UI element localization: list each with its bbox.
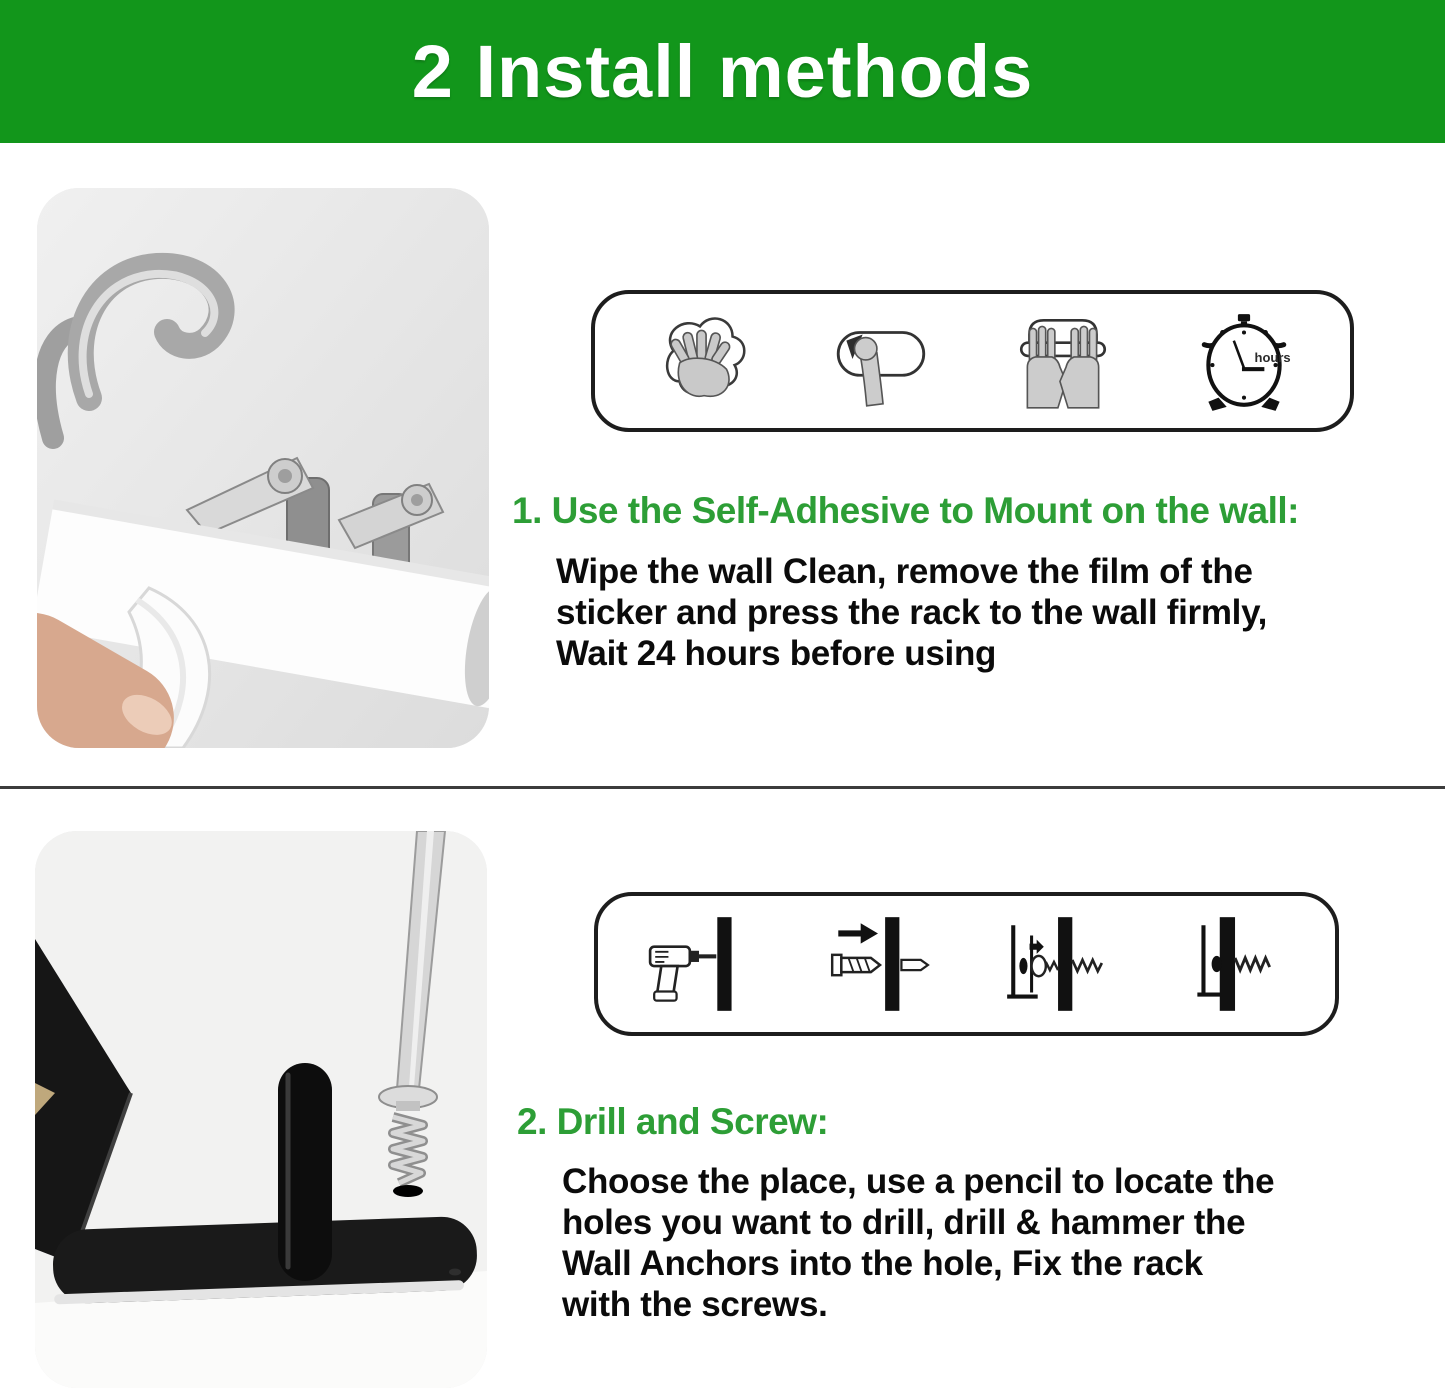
header-banner	[0, 0, 1445, 143]
text-line: Choose the place, use a pencil to locate the	[562, 1162, 1275, 1201]
page-title: 2 Install methods	[411, 30, 1034, 113]
text-line: Wait 24 hours before using	[556, 634, 997, 673]
drill-screw-scene	[35, 831, 487, 1388]
press-rack-icon	[988, 305, 1138, 417]
adhesive-peel-scene	[37, 188, 489, 748]
adhesive-steps-strip	[591, 290, 1354, 432]
clock-hours-label: hours	[1254, 349, 1291, 365]
wipe-wall-icon	[626, 305, 776, 417]
drill-wall-icon	[625, 908, 775, 1020]
screw-through-bracket-icon	[980, 908, 1130, 1020]
drill-screw-photo	[35, 831, 487, 1388]
method-1-heading: 1. Use the Self-Adhesive to Mount on the wall:	[512, 490, 1299, 531]
method-2-description	[562, 1161, 1274, 1325]
mount-plate	[52, 1216, 478, 1305]
text-line: sticker and press the rack to the wall firmly,	[556, 593, 1268, 632]
plate-hole	[449, 1269, 461, 1276]
method-1-description	[556, 551, 1267, 674]
peel-film-icon	[807, 305, 957, 417]
insert-anchor-icon	[803, 908, 953, 1020]
text-line: holes you want to drill, drill & hammer the	[562, 1203, 1246, 1242]
screw-fixed-icon	[1158, 908, 1308, 1020]
screw-hole	[393, 1185, 423, 1197]
method-2-heading: 2. Drill and Screw:	[517, 1101, 829, 1142]
text-line: with the screws.	[562, 1285, 828, 1324]
adhesive-peel-photo	[37, 188, 489, 748]
section-divider	[0, 786, 1445, 789]
wait-clock-icon	[1169, 305, 1319, 417]
text-line: Wall Anchors into the hole, Fix the rack	[562, 1244, 1203, 1283]
text-line: Wipe the wall Clean, remove the film of the	[556, 552, 1253, 591]
drill-steps-strip	[594, 892, 1339, 1036]
